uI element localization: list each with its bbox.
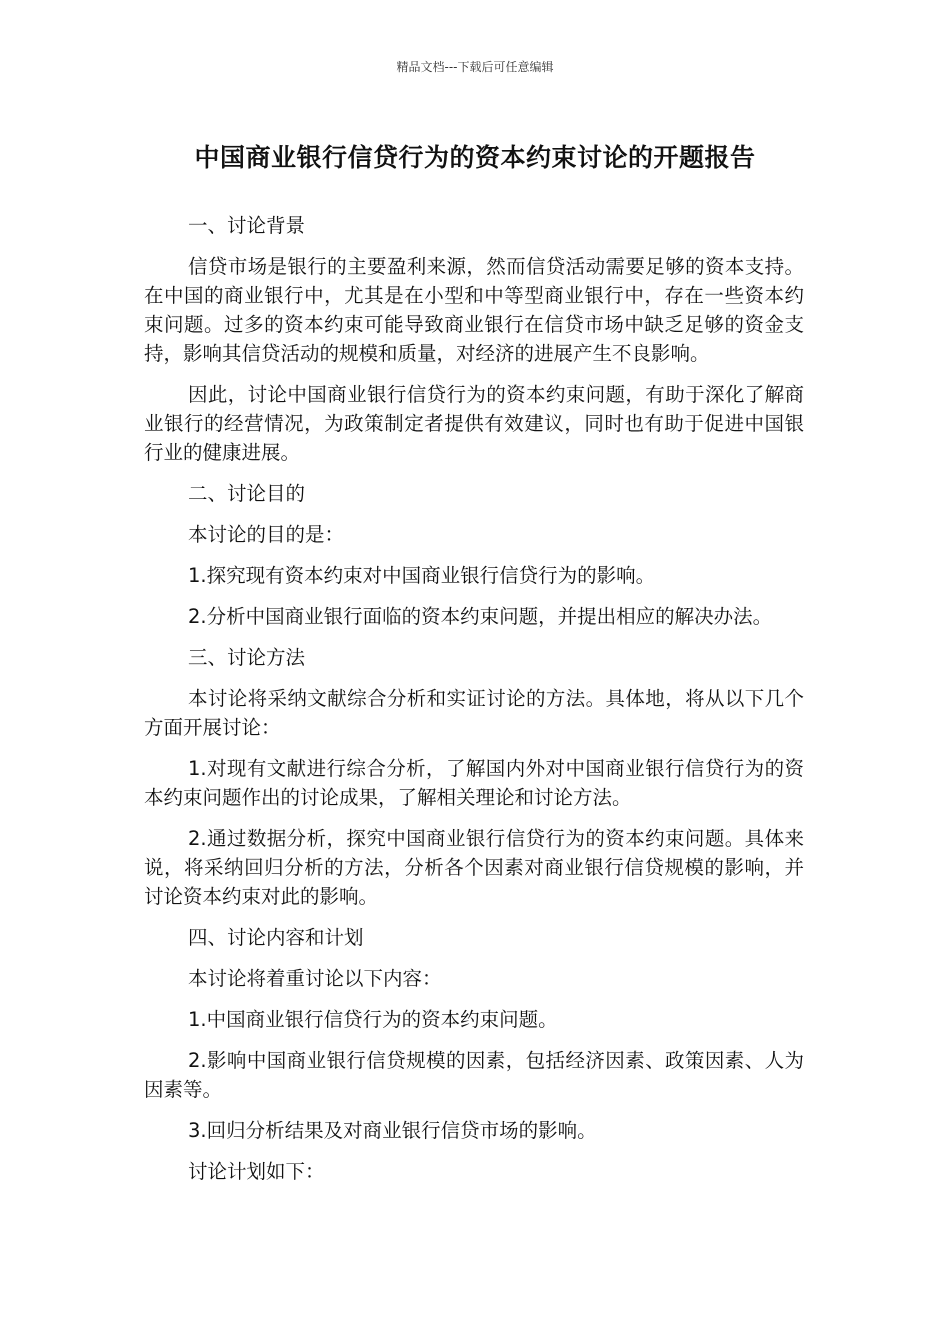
list-item-content-3: 3.回归分析结果及对商业银行信贷市场的影响。 <box>188 1119 597 1142</box>
document-title: 中国商业银行信贷行为的资本约束讨论的开题报告 <box>194 143 756 172</box>
list-item-method-2: 2.通过数据分析，探究中国商业银行信贷行为的资本约束问题。具体来说，将采纳回归分析的方法，分析各个因素对商业银行信贷规模的影响，并讨论资本约束对此的影响。 <box>144 827 804 908</box>
paragraph-purpose-intro: 本讨论的目的是： <box>188 523 345 546</box>
section-heading-background: 一、讨论背景 <box>188 214 306 237</box>
list-item-method-1: 1.对现有文献进行综合分析，了解国内外对中国商业银行信贷行为的资本约束问题作出的讨论成果，了解相关理论和讨论方法。 <box>144 757 804 809</box>
list-item-purpose-1: 1.探究现有资本约束对中国商业银行信贷行为的影响。 <box>188 564 656 587</box>
section-heading-content-plan: 四、讨论内容和计划 <box>188 926 364 949</box>
section-heading-purpose: 二、讨论目的 <box>188 482 306 505</box>
paragraph-background-2: 因此，讨论中国商业银行信贷行为的资本约束问题，有助于深化了解商业银行的经营情况，为政策制定者提供有效建议，同时也有助于促进中国银行业的健康进展。 <box>144 383 804 464</box>
section-heading-method: 三、讨论方法 <box>188 646 306 669</box>
list-item-purpose-2: 2.分析中国商业银行面临的资本约束问题，并提出相应的解决办法。 <box>188 605 773 628</box>
page-header-note: 精品文档---下载后可任意编辑 <box>396 60 554 74</box>
paragraph-content-intro: 本讨论将着重讨论以下内容： <box>188 967 442 990</box>
document-body <box>144 211 804 1198</box>
paragraph-plan-intro: 讨论计划如下： <box>188 1160 325 1183</box>
paragraph-background-1: 信贷市场是银行的主要盈利来源，然而信贷活动需要足够的资本支持。在中国的商业银行中，尤其是在小型和中等型商业银行中，存在一些资本约束问题。过多的资本约束可能导致商业银行在信贷市场中缺乏足够的资金支持，影响其信贷活动的规模和质量，对经济的进展产生不良影响。 <box>144 255 804 365</box>
list-item-content-1: 1.中国商业银行信贷行为的资本约束问题。 <box>188 1008 558 1031</box>
paragraph-method-intro: 本讨论将采纳文献综合分析和实证讨论的方法。具体地，将从以下几个方面开展讨论： <box>144 687 804 739</box>
list-item-content-2: 2.影响中国商业银行信贷规模的因素，包括经济因素、政策因素、人为因素等。 <box>144 1049 804 1101</box>
